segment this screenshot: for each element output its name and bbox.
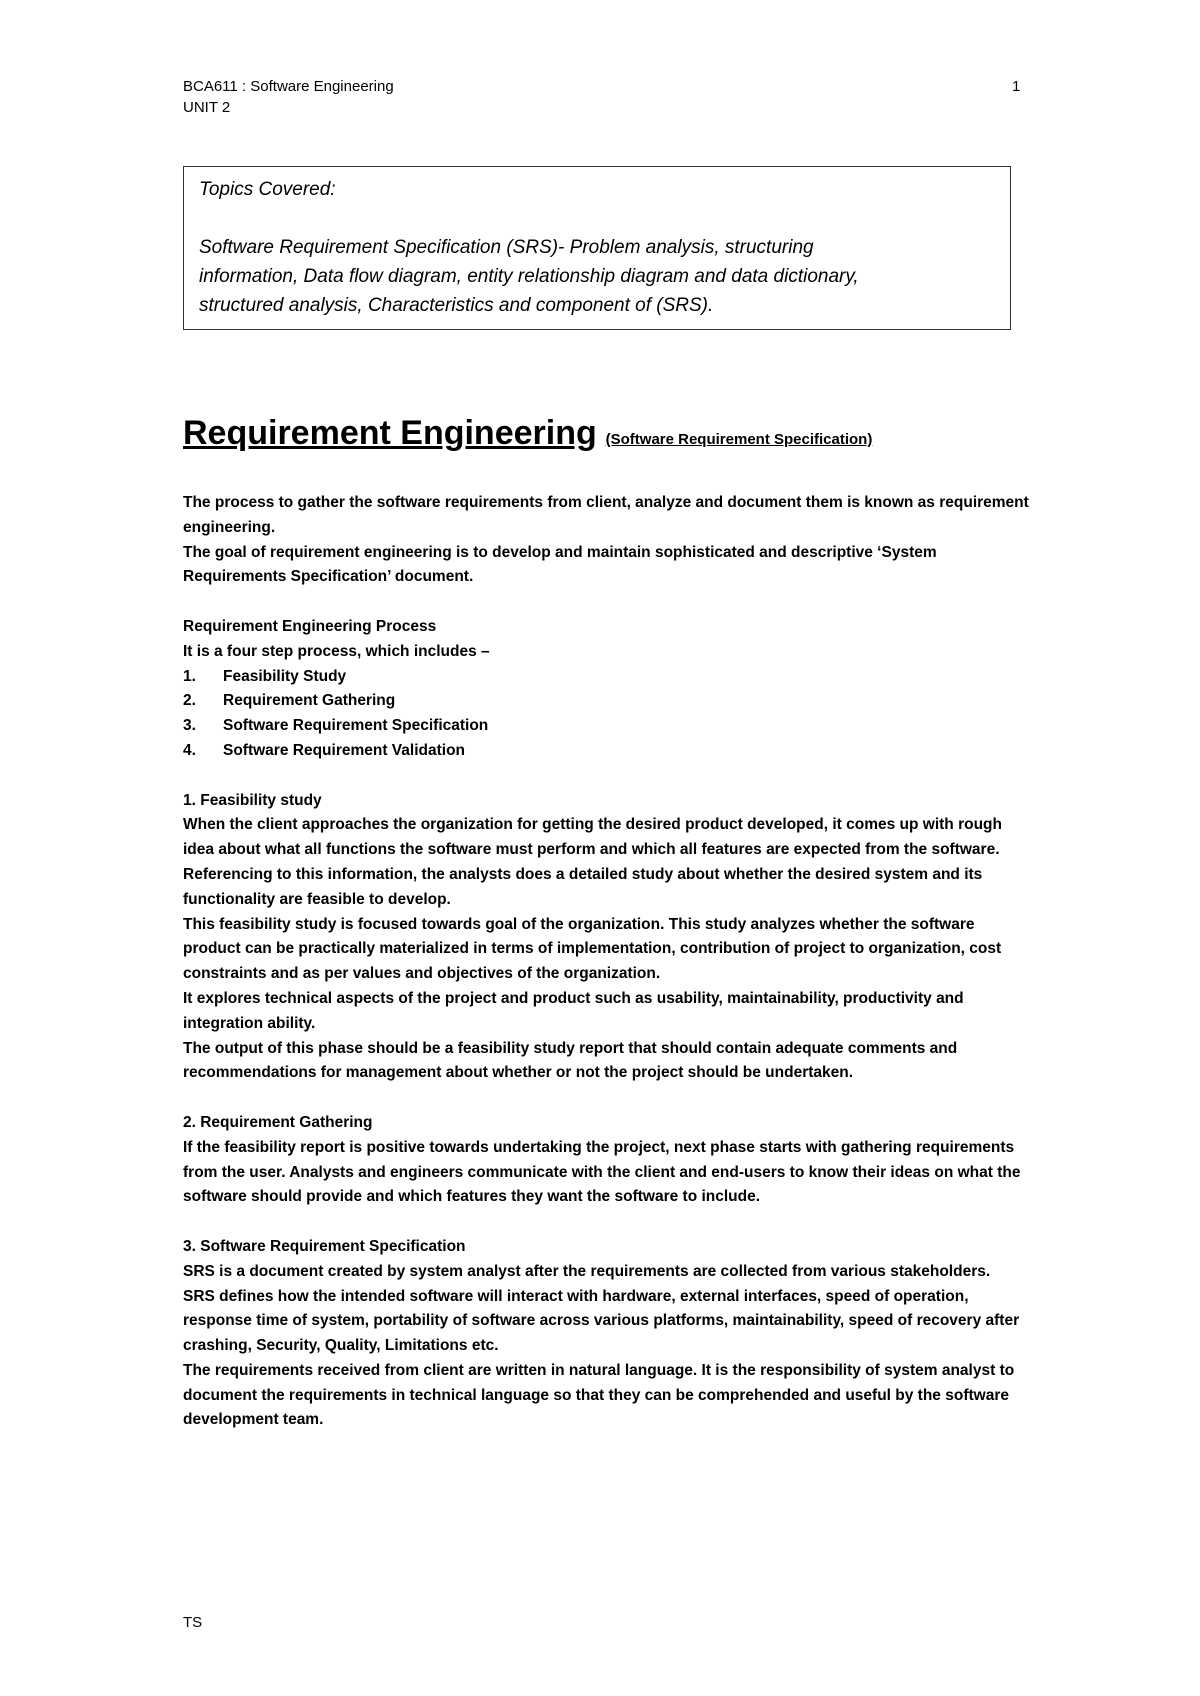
page-header	[183, 76, 394, 118]
section-paragraph: When the client approaches the organization for getting the desired product developed, it comes up with rough idea about what all functions the software must perform and which all features are expected from the software.	[183, 816, 1002, 859]
section-heading: 2. Requirement Gathering	[183, 1113, 373, 1131]
page-title	[183, 410, 1033, 463]
step-number: 4.	[183, 741, 196, 759]
list-item	[183, 689, 1033, 714]
topics-line: Software Requirement Specification (SRS)- Problem analysis, structuring	[199, 237, 814, 258]
section-paragraph: SRS is a document created by system analyst after the requirements are collected from various stakeholders.	[183, 1262, 991, 1280]
course-title: BCA611 : Software Engineering	[183, 78, 394, 95]
topics-covered-box	[183, 166, 1011, 330]
list-item	[183, 739, 1033, 764]
step-number: 2.	[183, 692, 196, 710]
topics-line: structured analysis, Characteristics and component of (SRS).	[199, 295, 714, 316]
section-heading: 1. Feasibility study	[183, 791, 322, 809]
section-heading: 3. Software Requirement Specification	[183, 1237, 466, 1255]
topics-heading: Topics Covered:	[199, 179, 336, 200]
section-paragraph: The requirements received from client are written in natural language. It is the responsibility of system analyst to document the requirements in technical language so that they can be comprehended and useful by the software development team.	[183, 1361, 1015, 1429]
section-paragraph: SRS defines how the intended software will interact with hardware, external interfaces, speed of operation, response time of system, portability of software across various platforms, maintainability, speed of recovery after crashing, Security, Quality, Limitations etc.	[183, 1287, 1020, 1355]
step-label: Feasibility Study	[223, 667, 347, 685]
intro-paragraph: The process to gather the software requirements from client, analyze and document them is known as requirement engineering.	[183, 494, 1029, 536]
list-item	[183, 714, 1033, 739]
topics-line: information, Data flow diagram, entity relationship diagram and data dictionary,	[199, 266, 859, 287]
intro-paragraph: The goal of requirement engineering is to develop and maintain sophisticated and descriptive ‘System Requirements Specification’ document.	[183, 543, 937, 586]
process-lead: It is a four step process, which includes –	[183, 642, 490, 660]
section-paragraph: It explores technical aspects of the project and product such as usability, maintainability, productivity and integration ability.	[183, 989, 964, 1032]
section-paragraph: This feasibility study is focused towards goal of the organization. This study analyzes whether the software product can be practically materialized in terms of implementation, contribution of project to organization, cost constraints and as per values and objectives of the organization.	[183, 915, 1002, 983]
list-item	[183, 665, 1033, 690]
section-paragraph: Referencing to this information, the analysts does a detailed study about whether the desired system and its functionality are feasible to develop.	[183, 865, 983, 908]
process-steps-list	[183, 665, 1033, 764]
step-label: Software Requirement Specification	[223, 717, 489, 735]
document-body	[183, 491, 1033, 1433]
page-number: 1	[1012, 78, 1021, 95]
step-label: Requirement Gathering	[223, 692, 396, 710]
title-subtitle: (Software Requirement Specification)	[605, 431, 873, 448]
title-main: Requirement Engineering	[183, 414, 597, 452]
page-footer: TS	[183, 1614, 203, 1631]
process-heading: Requirement Engineering Process	[183, 617, 437, 635]
step-number: 3.	[183, 717, 196, 735]
step-label: Software Requirement Validation	[223, 741, 466, 759]
section-paragraph: The output of this phase should be a feasibility study report that should contain adequate comments and recommendations for management about whether or not the project should be undertaken.	[183, 1039, 958, 1082]
section-paragraph: If the feasibility report is positive towards undertaking the project, next phase starts with gathering requirements from the user. Analysts and engineers communicate with the client and end-users to know their ideas on what the software should provide and which features they want the software to include.	[183, 1138, 1021, 1206]
unit-label: UNIT 2	[183, 99, 231, 116]
step-number: 1.	[183, 667, 196, 685]
main-content	[183, 410, 1033, 1433]
